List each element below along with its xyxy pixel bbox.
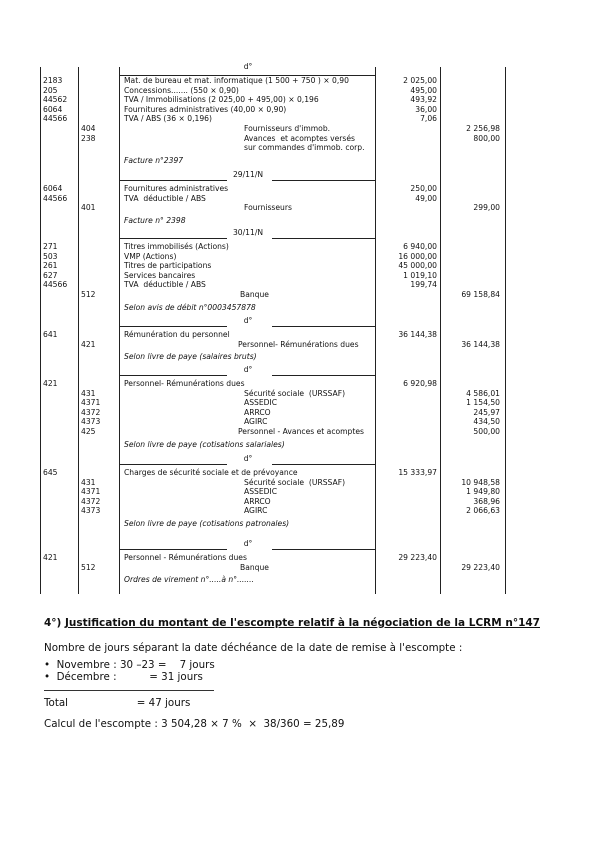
debit-account-number: 421 xyxy=(43,379,58,388)
debit-account-number: 44566 xyxy=(43,114,68,124)
credit-amount: 434,50 xyxy=(473,417,500,427)
debit-account-label: Fournitures administratives xyxy=(124,184,229,193)
column-rule xyxy=(119,67,120,594)
header-rule xyxy=(119,549,227,550)
credit-account-label: ASSEDIC xyxy=(244,398,278,408)
header-rule xyxy=(119,464,227,465)
debit-account-label: Mat. de bureau et mat. informatique (1 500 + 750 ) × 0,90 xyxy=(124,76,349,85)
intro-text: Nombre de jours séparant la date déchéance de la date de remise à l'escompte : xyxy=(44,642,463,654)
credit-amount: 800,00 xyxy=(473,133,500,143)
credit-amount: 299,00 xyxy=(473,203,500,213)
entry-reference-note: Facture n°2397 xyxy=(124,155,184,165)
section-title xyxy=(44,617,564,629)
credit-account-label: Fournisseurs xyxy=(244,203,292,213)
credit-account-number: 401 xyxy=(81,203,96,213)
entry-date-header: d° xyxy=(243,454,253,463)
column-rule xyxy=(40,67,41,594)
debit-account-label: Services bancaires xyxy=(124,270,196,280)
credit-account-number: 421 xyxy=(81,339,96,349)
calc-line: Calcul de l'escompte : 3 504,28 × 7 % × 38/360 = 25,89 xyxy=(44,718,345,730)
debit-account-number: 44562 xyxy=(43,95,68,105)
debit-account-label: Charges de sécurité sociale et de prévoyance xyxy=(124,468,298,477)
debit-account-label: Personnel- Rémunérations dues xyxy=(124,379,245,388)
credit-account-label: Fournisseurs d'immob. xyxy=(244,124,331,133)
credit-account-number: 4372 xyxy=(81,496,101,506)
credit-amount: 1 154,50 xyxy=(466,398,500,408)
entry-reference-note: Selon livre de paye (cotisations patronales) xyxy=(124,519,290,528)
debit-account-number: 421 xyxy=(43,553,58,562)
debit-account-label: VMP (Actions) xyxy=(124,251,177,261)
debit-amount: 495,00 xyxy=(410,85,437,95)
credit-account-number: 4371 xyxy=(81,398,101,408)
bullet-2-text: Décembre : = 31 jours xyxy=(56,671,203,683)
debit-amount: 36,00 xyxy=(415,104,437,114)
credit-account-number: 431 xyxy=(81,477,96,487)
credit-amount: 2 066,63 xyxy=(466,506,500,516)
credit-account-label: Avances et acomptes versés xyxy=(244,133,355,143)
credit-account-number: 512 xyxy=(81,290,96,299)
header-rule xyxy=(119,326,227,327)
entry-reference-note: Facture n° 2398 xyxy=(124,215,186,225)
debit-account-number: 205 xyxy=(43,85,58,95)
debit-amount: 6 940,00 xyxy=(403,242,437,251)
credit-amount: 4 586,01 xyxy=(466,388,500,398)
debit-account-label: TVA déductible / ABS xyxy=(124,280,206,290)
debit-amount: 7,06 xyxy=(420,114,437,124)
debit-amount: 49,00 xyxy=(415,193,437,203)
debit-amount: 6 920,98 xyxy=(403,379,437,388)
credit-account-number: 4371 xyxy=(81,487,101,497)
credit-account-label: ARRCO xyxy=(244,496,271,506)
debit-amount: 45 000,00 xyxy=(398,261,437,271)
credit-account-label: ARRCO xyxy=(244,407,271,417)
credit-account-label: sur commandes d'immob. corp. xyxy=(244,143,365,153)
entry-date-header: 29/11/N xyxy=(232,170,264,179)
debit-amount: 2 025,00 xyxy=(403,76,437,85)
entry-date-header: d° xyxy=(243,539,253,548)
bullet-1: • Novembre : 30 –23 = 7 jours xyxy=(44,659,215,671)
header-rule xyxy=(119,180,227,181)
section-4 xyxy=(44,617,564,629)
header-rule xyxy=(119,375,227,376)
header-rule xyxy=(272,180,375,181)
entry-reference-note: Selon livre de paye (cotisations salariales) xyxy=(124,439,285,449)
header-rule xyxy=(272,326,375,327)
entry-reference-note: Selon avis de débit n°0003457878 xyxy=(124,302,256,312)
column-rule xyxy=(78,67,79,594)
entry-date-header: d° xyxy=(243,316,253,325)
debit-account-number: 645 xyxy=(43,468,58,477)
total-line: Total = 47 jours xyxy=(44,697,191,709)
credit-amount: 10 948,58 xyxy=(461,477,500,487)
header-rule xyxy=(272,238,375,239)
debit-account-label: Titres immobilisés (Actions) xyxy=(124,242,229,251)
entry-date-header: 30/11/N xyxy=(232,228,264,237)
credit-amount: 2 256,98 xyxy=(466,124,500,133)
debit-amount: 36 144,38 xyxy=(398,330,437,339)
section-title-text: Justification du montant de l'escompte relatif à la négociation de la LCRM n°147 xyxy=(65,617,540,629)
column-rule xyxy=(505,67,506,594)
credit-account-label: Banque xyxy=(240,562,269,572)
credit-account-label: Banque xyxy=(240,290,269,299)
bullet-2: • Décembre : = 31 jours xyxy=(44,671,203,683)
credit-amount: 500,00 xyxy=(473,427,500,436)
header-rule xyxy=(272,464,375,465)
debit-amount: 16 000,00 xyxy=(398,251,437,261)
debit-account-label: Personnel - Rémunérations dues xyxy=(124,553,247,562)
debit-amount: 493,92 xyxy=(410,95,437,105)
credit-account-number: 4373 xyxy=(81,506,101,516)
total-separator xyxy=(44,690,214,691)
debit-account-label: TVA / ABS (36 × 0,196) xyxy=(124,114,212,124)
bullet-1-text: Novembre : 30 –23 = 7 jours xyxy=(56,659,215,671)
debit-account-number: 261 xyxy=(43,261,58,271)
entry-reference-note: Selon livre de paye (salaires bruts) xyxy=(124,352,257,362)
credit-account-label: Sécurité sociale (URSSAF) xyxy=(244,477,346,487)
credit-account-number: 404 xyxy=(81,124,96,133)
entry-date-header: d° xyxy=(243,62,253,71)
debit-account-number: 627 xyxy=(43,270,58,280)
credit-account-label: Personnel- Rémunérations dues xyxy=(238,339,359,349)
credit-amount: 245,97 xyxy=(473,407,500,417)
debit-amount: 250,00 xyxy=(410,184,437,193)
header-rule xyxy=(272,549,375,550)
header-rule xyxy=(119,238,227,239)
debit-account-number: 6064 xyxy=(43,184,63,193)
debit-account-number: 44566 xyxy=(43,193,68,203)
debit-amount: 199,74 xyxy=(410,280,437,290)
debit-account-label: TVA déductible / ABS xyxy=(124,193,206,203)
credit-account-label: ASSEDIC xyxy=(244,487,278,497)
credit-account-label: AGIRC xyxy=(244,417,268,427)
debit-account-label: Titres de participations xyxy=(124,261,212,271)
debit-account-number: 44566 xyxy=(43,280,68,290)
debit-account-label: Concessions....... (550 × 0,90) xyxy=(124,85,239,95)
entry-date-header: d° xyxy=(243,365,253,374)
credit-account-number: 431 xyxy=(81,388,96,398)
debit-account-number: 503 xyxy=(43,251,58,261)
credit-account-label: Sécurité sociale (URSSAF) xyxy=(244,388,346,398)
entry-reference-note: Ordres de virement n°.....à n°....... xyxy=(124,575,254,585)
credit-amount: 368,96 xyxy=(473,496,500,506)
debit-amount: 29 223,40 xyxy=(398,553,437,562)
credit-amount: 69 158,84 xyxy=(461,290,500,299)
credit-account-number: 4372 xyxy=(81,407,101,417)
debit-amount: 15 333,97 xyxy=(398,468,437,477)
debit-account-number: 6064 xyxy=(43,104,63,114)
debit-account-label: TVA / Immobilisations (2 025,00 + 495,00) × 0,196 xyxy=(124,95,319,105)
debit-account-number: 2183 xyxy=(43,76,63,85)
credit-account-number: 4373 xyxy=(81,417,101,427)
credit-amount: 1 949,80 xyxy=(466,487,500,497)
credit-account-number: 512 xyxy=(81,562,96,572)
debit-account-number: 271 xyxy=(43,242,58,251)
section-number: 4°) xyxy=(44,617,62,629)
credit-account-number: 238 xyxy=(81,133,96,143)
credit-amount: 36 144,38 xyxy=(461,339,500,349)
credit-amount: 29 223,40 xyxy=(461,562,500,572)
credit-account-label: Personnel - Avances et acomptes xyxy=(238,427,364,436)
credit-account-number: 425 xyxy=(81,427,96,436)
credit-account-label: AGIRC xyxy=(244,506,268,516)
debit-account-label: Rémunération du personnel xyxy=(124,330,230,339)
debit-account-label: Fournitures administratives (40,00 × 0,90) xyxy=(124,104,287,114)
debit-account-number: 641 xyxy=(43,330,58,339)
header-rule xyxy=(272,375,375,376)
debit-amount: 1 019,10 xyxy=(403,270,437,280)
